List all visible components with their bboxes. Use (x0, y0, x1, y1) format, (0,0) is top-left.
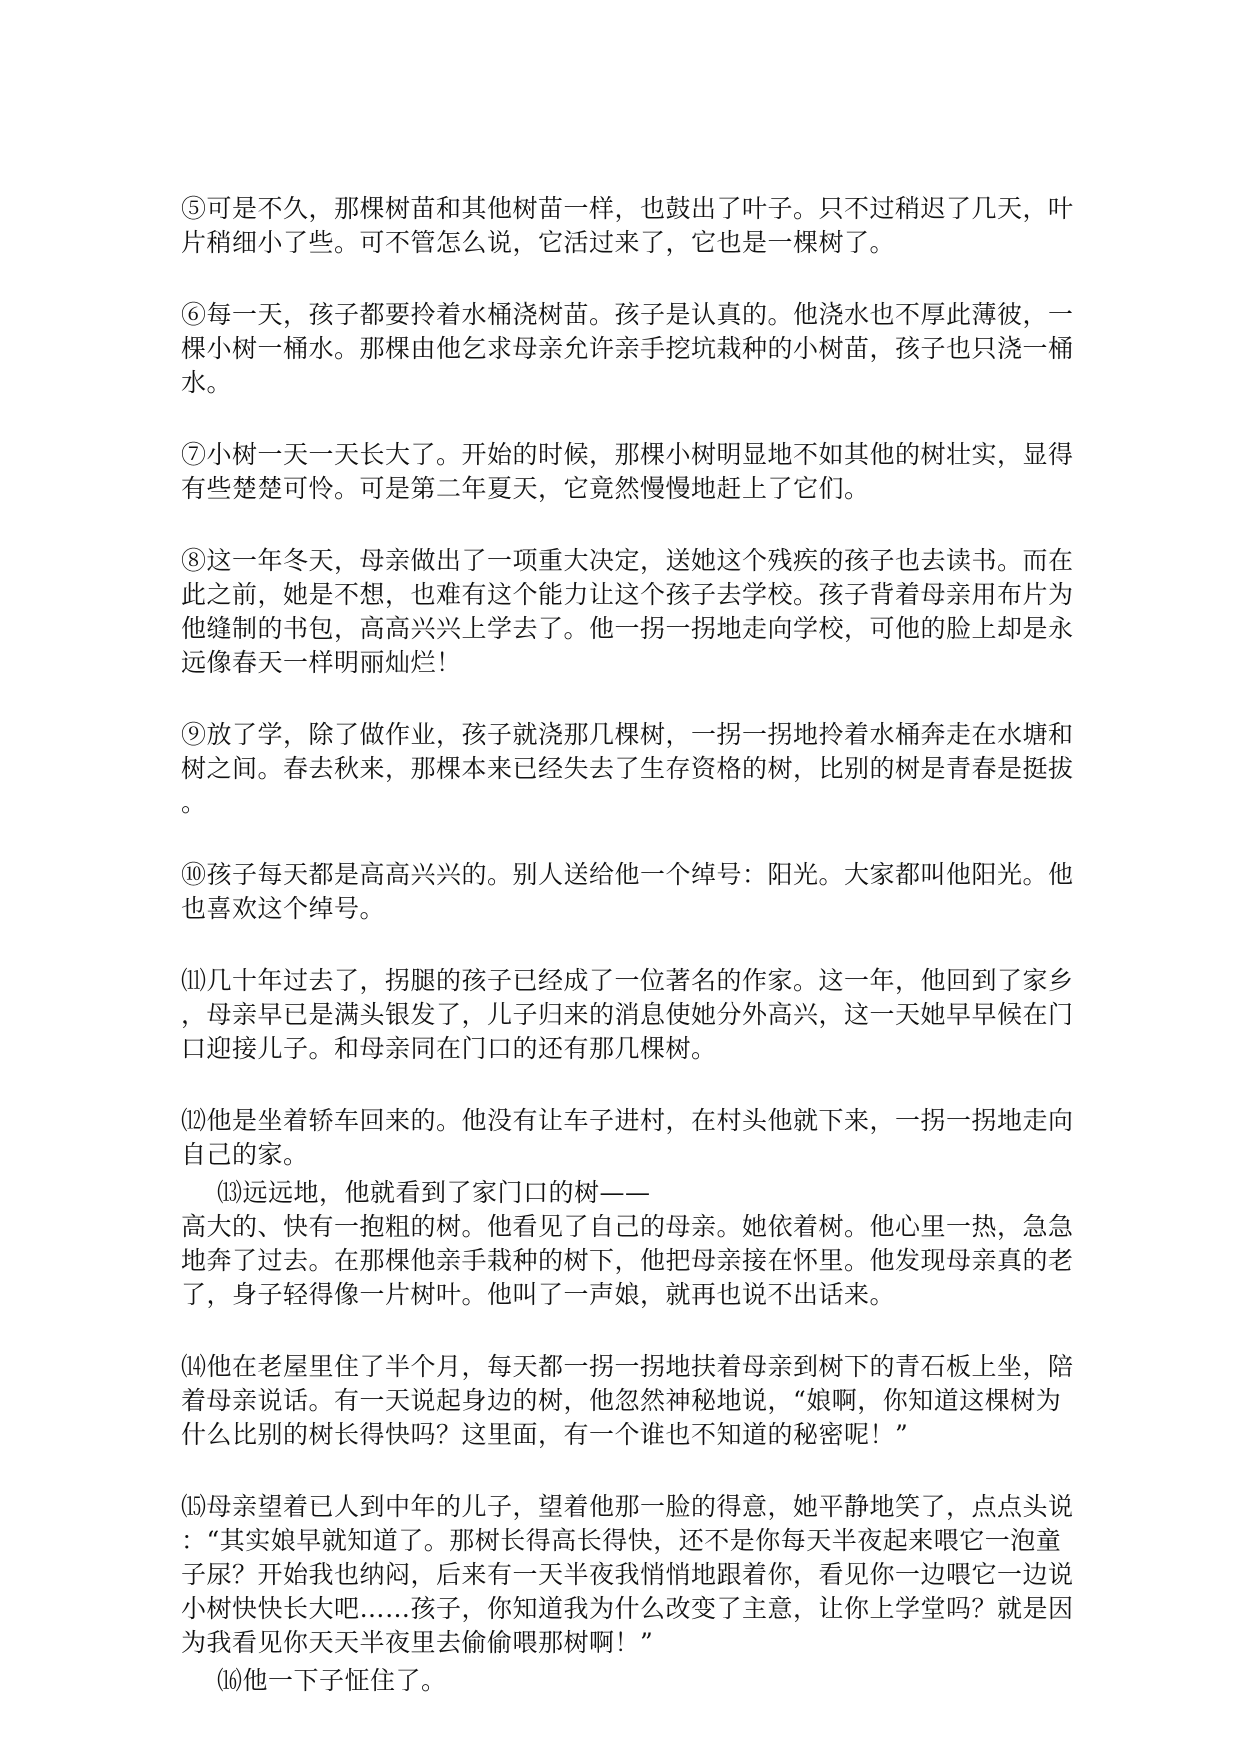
paragraph-7 (181, 438, 1081, 506)
text-line: ⑤可是不久，那棵树苗和其他树苗一样，也鼓出了叶子。只不过稍迟了几天，叶 (181, 194, 1074, 223)
text-line: ：“其实娘早就知道了。那树长得高长得快，还不是你每天半夜起来喂它一泡童 (181, 1526, 1062, 1555)
text-line: ⒁他在老屋里住了半个月，每天都一拐一拐地扶着母亲到树下的青石板上坐，陪 (181, 1352, 1074, 1381)
paragraph-9 (181, 718, 1081, 820)
text-line: 此之前，她是不想，也难有这个能力让这个孩子去学校。孩子背着母亲用布片为 (181, 580, 1074, 609)
paragraph-6 (181, 298, 1081, 400)
paragraph-15 (181, 1490, 1081, 1660)
text-line: 树之间。春去秋来，那棵本来已经失去了生存资格的树，比别的树是青春是挺拔 (181, 754, 1074, 783)
text-line: 他缝制的书包，高高兴兴上学去了。他一拐一拐地走向学校，可他的脸上却是永 (181, 614, 1074, 643)
text-line: 。 (181, 788, 207, 817)
text-line: ⑨放了学，除了做作业，孩子就浇那几棵树，一拐一拐地拎着水桶奔走在水塘和 (181, 720, 1074, 749)
text-line: 水。 (181, 368, 233, 397)
text-line: ⒃他一下子怔住了。 (217, 1666, 447, 1695)
text-line: 地奔了过去。在那棵他亲手栽种的树下，他把母亲接在怀里。他发现母亲真的老 (181, 1246, 1074, 1275)
paragraph-16 (181, 1664, 1081, 1698)
paragraph-5 (181, 192, 1081, 260)
paragraph-14 (181, 1350, 1081, 1452)
text-line: ⑾几十年过去了，拐腿的孩子已经成了一位著名的作家。这一年，他回到了家乡 (181, 966, 1074, 995)
text-line: 子尿？开始我也纳闷，后来有一天半夜我悄悄地跟着你，看见你一边喂它一边说 (181, 1560, 1074, 1589)
text-line: 棵小树一桶水。那棵由他乞求母亲允许亲手挖坑栽种的小树苗，孩子也只浇一桶 (181, 334, 1074, 363)
paragraph-12 (181, 1104, 1081, 1172)
text-line: 为我看见你天天半夜里去偷偷喂那树啊！” (181, 1628, 654, 1657)
text-line: 着母亲说话。有一天说起身边的树，他忽然神秘地说，“娘啊，你知道这棵树为 (181, 1386, 1062, 1415)
text-line: ⑥每一天，孩子都要拎着水桶浇树苗。孩子是认真的。他浇水也不厚此薄彼，一 (181, 300, 1074, 329)
text-line: ⑦小树一天一天长大了。开始的时候，那棵小树明显地不如其他的树壮实，显得 (181, 440, 1074, 469)
text-line: 有些楚楚可怜。可是第二年夏天，它竟然慢慢地赶上了它们。 (181, 474, 870, 503)
text-line: ，母亲早已是满头银发了，儿子归来的消息使她分外高兴，这一天她早早候在门 (181, 1000, 1074, 1029)
paragraph-10 (181, 858, 1081, 926)
text-line: ⑧这一年冬天，母亲做出了一项重大决定，送她这个残疾的孩子也去读书。而在 (181, 546, 1074, 575)
paragraph-8 (181, 544, 1081, 680)
text-line: 片稍细小了些。可不管怎么说，它活过来了，它也是一棵树了。 (181, 228, 896, 257)
text-line: ⒀远远地，他就看到了家门口的树—— (217, 1178, 651, 1207)
text-line: 小树快快长大吧……孩子，你知道我为什么改变了主意，让你上学堂吗？就是因 (181, 1594, 1074, 1623)
text-line: 什么比别的树长得快吗？这里面，有一个谁也不知道的秘密呢！” (181, 1420, 909, 1449)
text-line: ⑿他是坐着轿车回来的。他没有让车子进村，在村头他就下来，一拐一拐地走向 (181, 1106, 1074, 1135)
text-line: ⑩孩子每天都是高高兴兴的。别人送给他一个绰号：阳光。大家都叫他阳光。他 (181, 860, 1074, 889)
text-line: ⒂母亲望着已人到中年的儿子，望着他那一脸的得意，她平静地笑了，点点头说 (181, 1492, 1074, 1521)
paragraph-11 (181, 964, 1081, 1066)
text-line: 远像春天一样明丽灿烂！ (181, 648, 462, 677)
text-line: 自己的家。 (181, 1140, 309, 1169)
text-line: 高大的、快有一抱粗的树。他看见了自己的母亲。她依着树。他心里一热，急急 (181, 1212, 1074, 1241)
text-line: 也喜欢这个绰号。 (181, 894, 386, 923)
text-line: 口迎接儿子。和母亲同在门口的还有那几棵树。 (181, 1034, 717, 1063)
text-line: 了，身子轻得像一片树叶。他叫了一声娘，就再也说不出话来。 (181, 1280, 896, 1309)
article-body (181, 192, 1081, 1736)
paragraph-13 (181, 1176, 1081, 1312)
